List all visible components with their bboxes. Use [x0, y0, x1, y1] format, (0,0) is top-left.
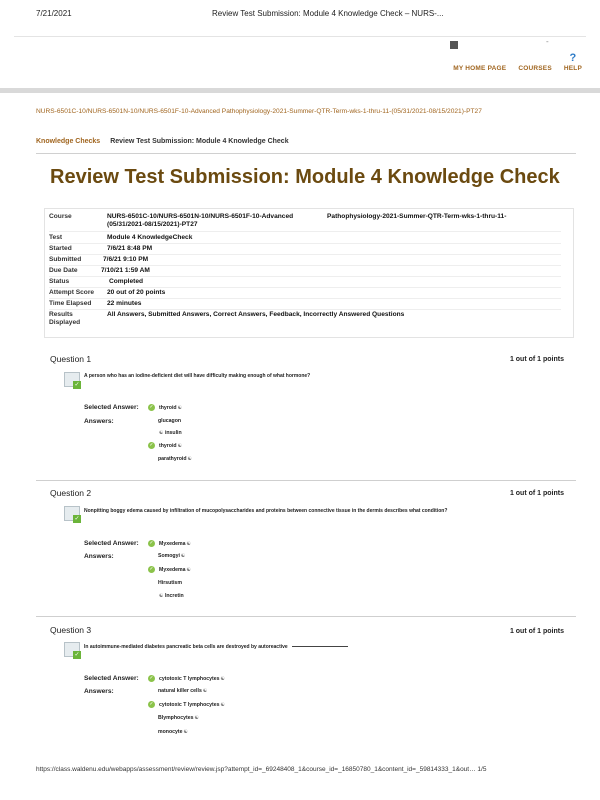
course-value-1: NURS-6501C-10/NURS-6501N-10/NURS-6501F-10-Advanced: [107, 213, 294, 220]
speaker-icon[interactable]: ☯: [220, 701, 226, 708]
answer-option: Somogyi☯: [158, 553, 186, 559]
speaker-icon[interactable]: ☯: [194, 715, 199, 721]
summary-row-submitted: [49, 256, 561, 266]
answer-option: monocyte☯: [158, 729, 188, 735]
selected-answer-text: thyroid: [159, 404, 177, 411]
question-3-text: In autoimmune-mediated diabetes pancreatic beta cells are destroyed by autoreactive: [84, 644, 348, 650]
menu-dash: -: [546, 37, 549, 46]
answer-option: Hirsutism: [158, 580, 182, 586]
started-label: Started: [49, 245, 72, 252]
answers-label: Answers:: [84, 418, 114, 425]
answer-option-correct: ✓ Myxedema☯: [149, 566, 192, 573]
check-circle-icon: ✓: [149, 442, 154, 448]
speaker-icon[interactable]: ☯: [220, 675, 226, 682]
print-date: 7/21/2021: [36, 9, 72, 18]
speaker-icon[interactable]: ☯: [177, 404, 183, 411]
question-divider: [36, 480, 576, 481]
speaker-icon[interactable]: ☯: [202, 688, 208, 694]
breadcrumb: [36, 138, 289, 145]
time-elapsed-label: Time Elapsed: [49, 300, 92, 307]
status-value: Completed: [109, 278, 144, 285]
summary-row-started: [49, 245, 561, 255]
correct-answer-icon: [64, 372, 80, 387]
time-elapsed-value: 22 minutes: [107, 300, 142, 307]
question-2-selected-answer: ✓ Myxedema☯: [149, 540, 192, 547]
speaker-icon[interactable]: ☯: [183, 729, 188, 735]
answers-label: Answers:: [84, 553, 114, 560]
question-1-title: Question 1: [50, 354, 92, 364]
menu-square-icon[interactable]: [450, 41, 458, 49]
summary-row-results: [49, 311, 561, 329]
check-circle-icon: ✓: [149, 404, 154, 410]
results-label-2: Displayed: [49, 319, 81, 326]
speaker-icon[interactable]: ☯: [187, 456, 193, 462]
nav-help-label: HELP: [563, 65, 582, 72]
nav-courses[interactable]: COURSES: [518, 65, 552, 72]
submitted-value: 7/6/21 9:10 PM: [103, 256, 149, 263]
question-1-selected-answer: [148, 404, 182, 411]
selected-answer-label: Selected Answer:: [84, 675, 139, 682]
selected-answer-label: Selected Answer:: [84, 404, 139, 411]
nav-my-home-page[interactable]: MY HOME PAGE: [453, 65, 507, 72]
course-value-1b: Pathophysiology-2021-Summer-QTR-Term-wks-1-thru-11-: [327, 213, 507, 220]
help-question-icon: ?: [569, 52, 577, 64]
top-nav: [453, 52, 582, 72]
nav-help[interactable]: [563, 52, 582, 72]
due-date-label: Due Date: [49, 267, 78, 274]
breadcrumb-divider: [36, 153, 576, 154]
page-title: Review Test Submission: Module 4 Knowledge Check: [50, 166, 560, 188]
print-title: Review Test Submission: Module 4 Knowledge Check – NURS-...: [212, 9, 444, 18]
answer-option: ☯ Incretin: [159, 593, 184, 599]
summary-row-score: [49, 289, 561, 299]
due-date-value: 7/10/21 1:59 AM: [101, 267, 150, 274]
breadcrumb-knowledge-checks[interactable]: Knowledge Checks: [36, 138, 101, 145]
test-label: Test: [49, 234, 63, 241]
question-3-score: 1 out of 1 points: [509, 628, 564, 635]
question-2-text: Nonpitting boggy edema caused by infiltration of mucopolysaccharides and proteins between connective tissue in the dermis describes what condition?: [84, 508, 448, 514]
header-divider: [0, 88, 600, 93]
attempt-score-value: 20 out of 20 points: [107, 289, 166, 296]
attempt-score-label: Attempt Score: [49, 289, 95, 296]
speaker-icon[interactable]: ☯: [186, 566, 192, 573]
test-value: Module 4 KnowledgeCheck: [107, 234, 193, 241]
question-divider: [36, 616, 576, 617]
correct-answer-icon: [64, 642, 80, 657]
status-label: Status: [49, 278, 70, 285]
check-circle-icon: ✓: [149, 701, 154, 707]
question-1-text: A person who has an iodine-deficient diet will have difficulty making enough of what hormone?: [84, 373, 311, 379]
top-navigation-bar: [14, 36, 586, 89]
speaker-icon[interactable]: ☯: [159, 430, 164, 436]
summary-row-elapsed: [49, 300, 561, 310]
print-footer-url: https://class.waldenu.edu/webapps/assessment/review/review.jsp?attempt_id=_69248408_1&course_id=_16850780_1&content_id=_59814333_1&out… 1/5: [36, 766, 487, 773]
breadcrumb-current: Review Test Submission: Module 4 Knowledge Check: [110, 138, 289, 145]
question-1-score: 1 out of 1 points: [509, 356, 564, 363]
started-value: 7/6/21 8:48 PM: [107, 245, 153, 252]
fill-in-blank-line: [292, 646, 348, 647]
check-icon: ✓: [74, 382, 80, 388]
selected-answer-label: Selected Answer:: [84, 540, 139, 547]
correct-answer-icon: [64, 506, 80, 521]
course-label: Course: [49, 213, 72, 220]
answer-option-correct: ✓ cytotoxic T lymphocytes☯: [149, 701, 226, 708]
check-circle-icon: ✓: [149, 540, 154, 546]
answer-option: ☯ insulin: [159, 430, 182, 436]
question-3-title: Question 3: [50, 625, 92, 635]
answer-option: parathyroid☯: [158, 456, 193, 462]
answer-option: Blymphocytes☯: [158, 715, 199, 721]
summary-row-test: [49, 234, 561, 244]
print-header: [0, 6, 600, 20]
speaker-icon[interactable]: ☯: [186, 540, 192, 547]
answer-option-correct: ✓ thyroid☯: [149, 442, 183, 449]
summary-row-due-date: [49, 267, 561, 277]
question-2-score: 1 out of 1 points: [509, 490, 564, 497]
speaker-icon[interactable]: ☯: [177, 442, 183, 449]
answer-option: natural killer cells☯: [158, 688, 208, 694]
check-icon: ✓: [74, 652, 80, 658]
submitted-label: Submitted: [49, 256, 82, 263]
results-value: All Answers, Submitted Answers, Correct Answers, Feedback, Incorrectly Answered Questions: [107, 311, 405, 318]
question-3-selected-answer: ✓ cytotoxic T lymphocytes☯: [149, 675, 226, 682]
question-2-title: Question 2: [50, 488, 92, 498]
submission-summary: [44, 208, 574, 338]
answer-option: glucagon: [158, 418, 182, 424]
answers-label: Answers:: [84, 688, 114, 695]
summary-row-course: [49, 213, 561, 232]
speaker-icon[interactable]: ☯: [180, 553, 186, 559]
check-circle-icon: ✓: [149, 566, 154, 572]
results-label: Results: [49, 311, 73, 318]
breadcrumb-course[interactable]: NURS-6501C-10/NURS-6501N-10/NURS-6501F-10-Advanced Pathophysiology-2021-Summer-QTR-Term-wks-1-thru-11-(05/31/2021-08/15/2021)-PT27: [36, 108, 482, 115]
summary-row-status: [49, 278, 561, 288]
check-circle-icon: ✓: [149, 675, 154, 681]
check-icon: ✓: [74, 516, 80, 522]
course-value-2: (05/31/2021-08/15/2021)-PT27: [107, 221, 198, 228]
speaker-icon[interactable]: ☯: [159, 593, 164, 599]
